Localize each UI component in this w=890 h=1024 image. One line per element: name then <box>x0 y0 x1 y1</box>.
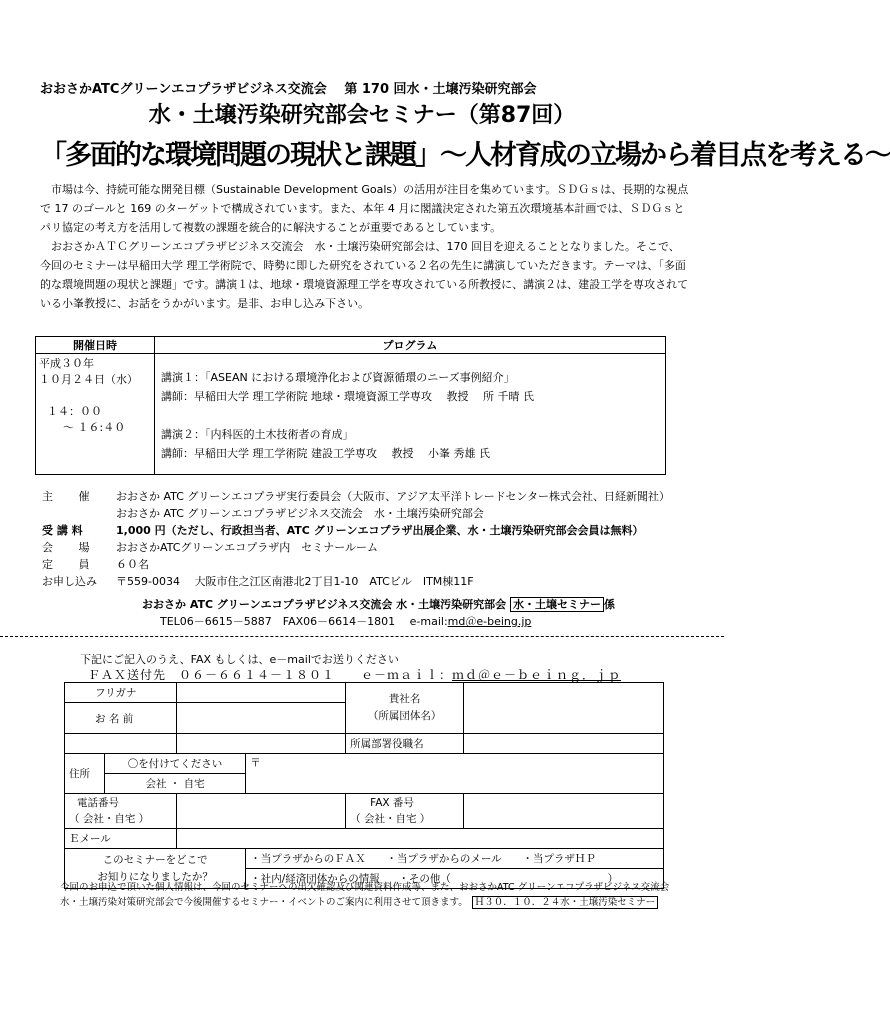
contact-org-name: おおさか ATC グリーンエコプラザビジネス交流会 水・土壌汚染研究部会 <box>142 598 507 611</box>
option-company-info[interactable]: ・社内/経済団体からの情報 <box>250 873 380 885</box>
talk1-speaker: 講師：早稲田大学 理工学術院 地球・環境資源工学専攻 教授 所 千晴 氏 <box>161 390 534 403</box>
phone-label <box>65 794 177 829</box>
phone-label-text: 電話番号 <box>77 797 119 809</box>
contact-email[interactable]: md＠e-being.jp <box>447 615 532 628</box>
company-field[interactable] <box>464 683 664 734</box>
fax-note: 下記にご記入のうえ、FAX もしくは、e－mailでお送りください <box>80 653 399 666</box>
intro-paragraph: 市場は今、持続可能な開発目標（Sustainable Development Goals）の活用が注目を集めています。ＳＤＧｓは、長期的な視点で 17 のゴールと 169 のターゲットで構成されています。また、本年 4 月に閣議決定された第五次環境基本計画では、ＳＤＧｓとパリ協定の考え方を活用して複数の課題を統合的に解決することが重要であるとしています。 <box>40 183 689 234</box>
capacity-label: 定 員 <box>42 558 90 571</box>
contact-box: 水・土壌セミナー <box>510 597 604 612</box>
furigana-label: フリガナ <box>65 683 177 703</box>
fax-email[interactable]: ｍｄ＠ｅ－ｂｅｉｎｇ．ｊｐ <box>452 668 622 682</box>
date-day: １０月２４日（水） <box>39 373 138 386</box>
fee-label: 受 講 料 <box>42 524 83 537</box>
contact-org <box>142 596 615 612</box>
host-value: おおさか ATC グリーンエコプラザ実行委員会（大阪市、アジア太平洋トレードセンター株式会社、日経新聞社） <box>116 490 670 503</box>
contact-tel: TEL06－6615－5887 FAX06－6614－1801 e-mail: <box>160 615 448 628</box>
seminar-title: 水・土壌汚染研究部会セミナー（第87回） <box>148 103 576 128</box>
intro-text <box>40 180 690 313</box>
apply-label: お申し込み <box>42 575 97 588</box>
application-form <box>64 682 664 889</box>
name-field-extra[interactable] <box>176 734 346 754</box>
cut-line <box>0 636 724 637</box>
how-options-row1 <box>246 849 664 869</box>
program-cell <box>155 354 666 475</box>
company-sub-label: （所属団体名） <box>367 710 442 722</box>
program-table <box>35 336 666 475</box>
fee-value: 1,000 円（ただし、行政担当者、ATC グリーンエコプラザ出展企業、水・土壌汚染研究部会会員は無料） <box>116 524 644 537</box>
fax-no-label <box>346 794 464 829</box>
option-other[interactable]: ・その他（ <box>398 873 451 885</box>
privacy-note <box>60 880 680 910</box>
talk1-title: 講演１：「ASEAN における環境浄化および資源循環のニーズ事例紹介」 <box>161 371 515 384</box>
talk2-speaker: 講師：早稲田大学 理工学術院 建設工学専攻 教授 小峯 秀雄 氏 <box>161 447 490 460</box>
apply-address: 〒559-0034 大阪市住之江区南港北2丁目1-10 ATCビル ITM棟11F <box>116 575 474 588</box>
privacy-line2: 水・土壌汚染対策研究部会で今後開催するセミナー・イベントのご案内に利用させて頂きます。 <box>60 897 468 908</box>
fax-no-label-text: FAX 番号 <box>370 797 414 809</box>
fax-destination <box>88 666 621 683</box>
circle-note: 〇を付けてください <box>104 754 245 774</box>
how-question-line1: このセミナーをどこで <box>102 853 208 866</box>
fax-sub-label: （ 会社・自宅 ） <box>350 813 431 825</box>
event-info <box>42 488 682 590</box>
fax-no-field[interactable] <box>464 794 664 829</box>
option-fax[interactable]: ・当プラザからのＦＡＸ <box>250 853 366 865</box>
option-other-close: ） <box>607 873 619 885</box>
phone-sub-label: （ 会社・自宅 ） <box>69 813 150 825</box>
date-cell <box>36 354 155 475</box>
date-header: 開催日時 <box>36 337 155 354</box>
name-field[interactable] <box>176 703 346 734</box>
capacity-value: ６０名 <box>116 558 149 571</box>
host-value-2: おおさか ATC グリーンエコプラザビジネス交流会 水・土壌汚染研究部会 <box>116 507 484 520</box>
company-home-select[interactable]: 会社 ・ 自宅 <box>104 774 245 794</box>
venue-label: 会 場 <box>42 541 90 554</box>
furigana-field[interactable] <box>176 683 346 703</box>
company-label-text: 貴社名 <box>388 693 421 705</box>
organizer-line: おおさかATCグリーンエコプラザビジネス交流会 第 170 回水・土壌汚染研究部会 <box>40 82 537 97</box>
email-field[interactable] <box>176 829 663 849</box>
time-start: １４：００ <box>47 405 102 418</box>
privacy-line1: 今回のお申込で頂いた個人情報は、今回のセミナーへの出欠確認及び関連資料作成等、また、おおさかATC グリーンエコプラザビジネス交流会 <box>60 882 670 893</box>
fax-prefix: ＦＡＸ送付先 ０６－６６１４－１８０１ ｅ－ｍａｉｌ： <box>88 668 453 682</box>
department-label: 所属部署役職名 <box>346 734 464 754</box>
host-label: 主 催 <box>42 490 90 503</box>
contact-suffix: 係 <box>604 598 616 611</box>
how-question-line2: お知りになりましたか？ <box>97 870 213 883</box>
talk2-title: 講演２：「内科医的土木技術者の育成」 <box>161 428 354 441</box>
option-hp[interactable]: ・当プラザＨＰ <box>522 853 596 865</box>
time-end: ～ １６:４０ <box>63 421 126 434</box>
address-label: 住所 <box>65 754 105 794</box>
contact-numbers <box>160 613 531 629</box>
phone-field[interactable] <box>176 794 346 829</box>
email-label: Ｅメール <box>65 829 177 849</box>
date-year: 平成３０年 <box>39 357 94 370</box>
company-label <box>346 683 464 734</box>
department-field[interactable] <box>464 734 664 754</box>
option-mail[interactable]: ・当プラザからのメール <box>386 853 502 865</box>
program-header: プログラム <box>155 337 666 354</box>
seminar-subtitle: 「多面的な環境問題の現状と課題」～人材育成の立場から着目点を考える～ <box>40 140 890 171</box>
address-field[interactable] <box>246 754 664 794</box>
venue-value: おおさかATCグリーンエコプラザ内 セミナールーム <box>116 541 378 554</box>
seminar-tag: Ｈ３０．１０．２４水・土壌汚染セミナー <box>472 896 659 909</box>
postal-mark: 〒 <box>250 757 261 769</box>
intro-paragraph: おおさかＡＴＣグリーンエコプラザビジネス交流会 水・土壌汚染研究部会は、170 回目を迎えることとなりました。そこで、今回のセミナーは早稲田大学 理工学術院で、時勢に即した研究をされている２名の先生に講演していただきます。テーマは、「多面的な環境問題の現状と課題」です。講演１は、地球・環境資源理工学を専攻されている所教授に、講演２は、建設工学を専攻されている小峯教授に、お話をうかがいます。是非、お申し込み下さい。 <box>40 240 689 310</box>
name-label: お 名 前 <box>65 703 177 734</box>
